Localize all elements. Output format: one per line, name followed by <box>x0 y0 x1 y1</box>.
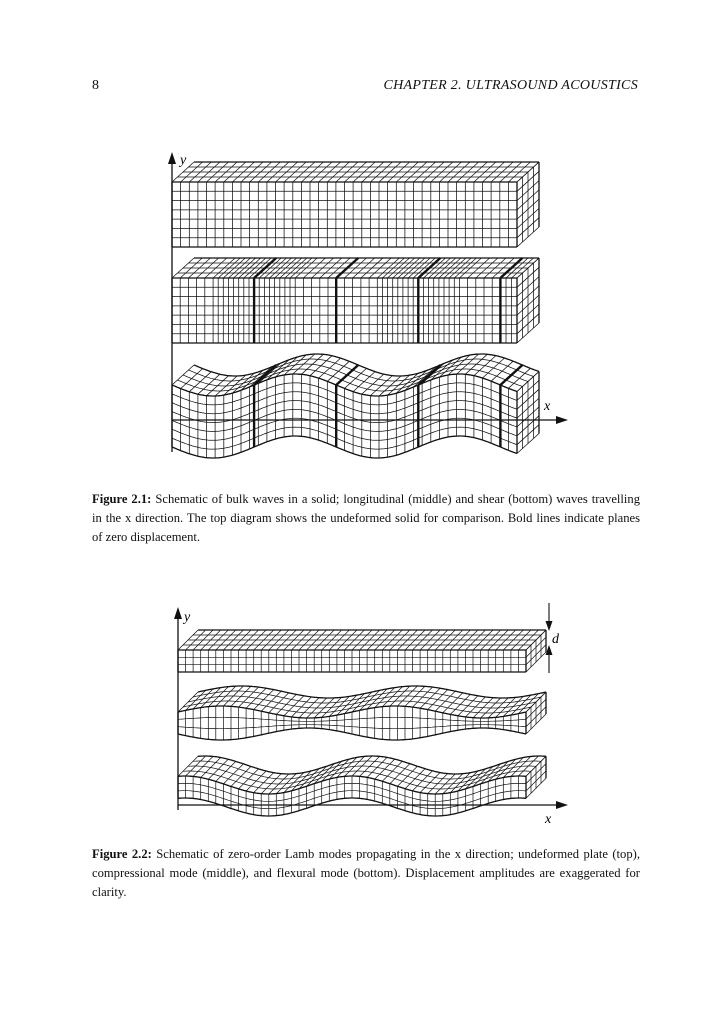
fig1-x-axis-label: x <box>544 399 551 414</box>
grid-line <box>208 759 228 779</box>
fig1-axes <box>168 152 568 452</box>
grid-line <box>370 376 392 396</box>
caption-text: Schematic of zero-order Lamb modes propagating in the x direction; undeformed plate (top), compressional mode (middle), and flexural mode (bottom). Displacement amplitudes are exaggerated for clarity. <box>92 847 640 899</box>
caption-label: Figure 2.2: <box>92 847 152 861</box>
grid-line <box>216 761 236 781</box>
plate-thickness-label: d <box>552 632 559 647</box>
caption-label: Figure 2.1: <box>92 492 152 506</box>
figure-2-2-diagram <box>0 595 728 835</box>
grid-line <box>261 691 281 711</box>
grid-line <box>413 771 433 791</box>
grid-line <box>254 773 274 793</box>
grid-line <box>375 759 395 779</box>
fig2-y-axis-label: y <box>184 610 191 625</box>
fig1-y-axis-label: y <box>180 153 187 168</box>
grid-line <box>183 771 531 789</box>
grid-line <box>198 756 546 774</box>
figure-2-2-caption <box>92 845 640 902</box>
bulk-wave-blocks <box>172 162 539 458</box>
grid-line <box>188 766 536 784</box>
running-head: CHAPTER 2. ULTRASOUND ACOUSTICS <box>383 78 638 93</box>
grid-line <box>193 761 541 779</box>
grid-line <box>474 356 496 376</box>
grid-line <box>405 769 425 789</box>
figure-2-1-caption <box>92 490 640 547</box>
grid-line <box>201 758 221 778</box>
page-number: 8 <box>92 78 99 93</box>
caption-text: Schematic of bulk waves in a solid; longitudinal (middle) and shear (bottom) waves travelling in the x direction. The top diagram shows the undeformed solid for comparison. Bold lines indicate planes of zero displacement. <box>92 492 640 544</box>
grid-line <box>269 693 289 713</box>
grid-line <box>435 691 455 711</box>
fig2-x-axis-label: x <box>545 812 552 827</box>
grid-line <box>420 773 440 793</box>
grid-line <box>443 693 463 713</box>
grid-line <box>367 757 387 777</box>
lamb-mode-plates <box>178 630 546 816</box>
figure-2-1-diagram <box>0 140 728 470</box>
